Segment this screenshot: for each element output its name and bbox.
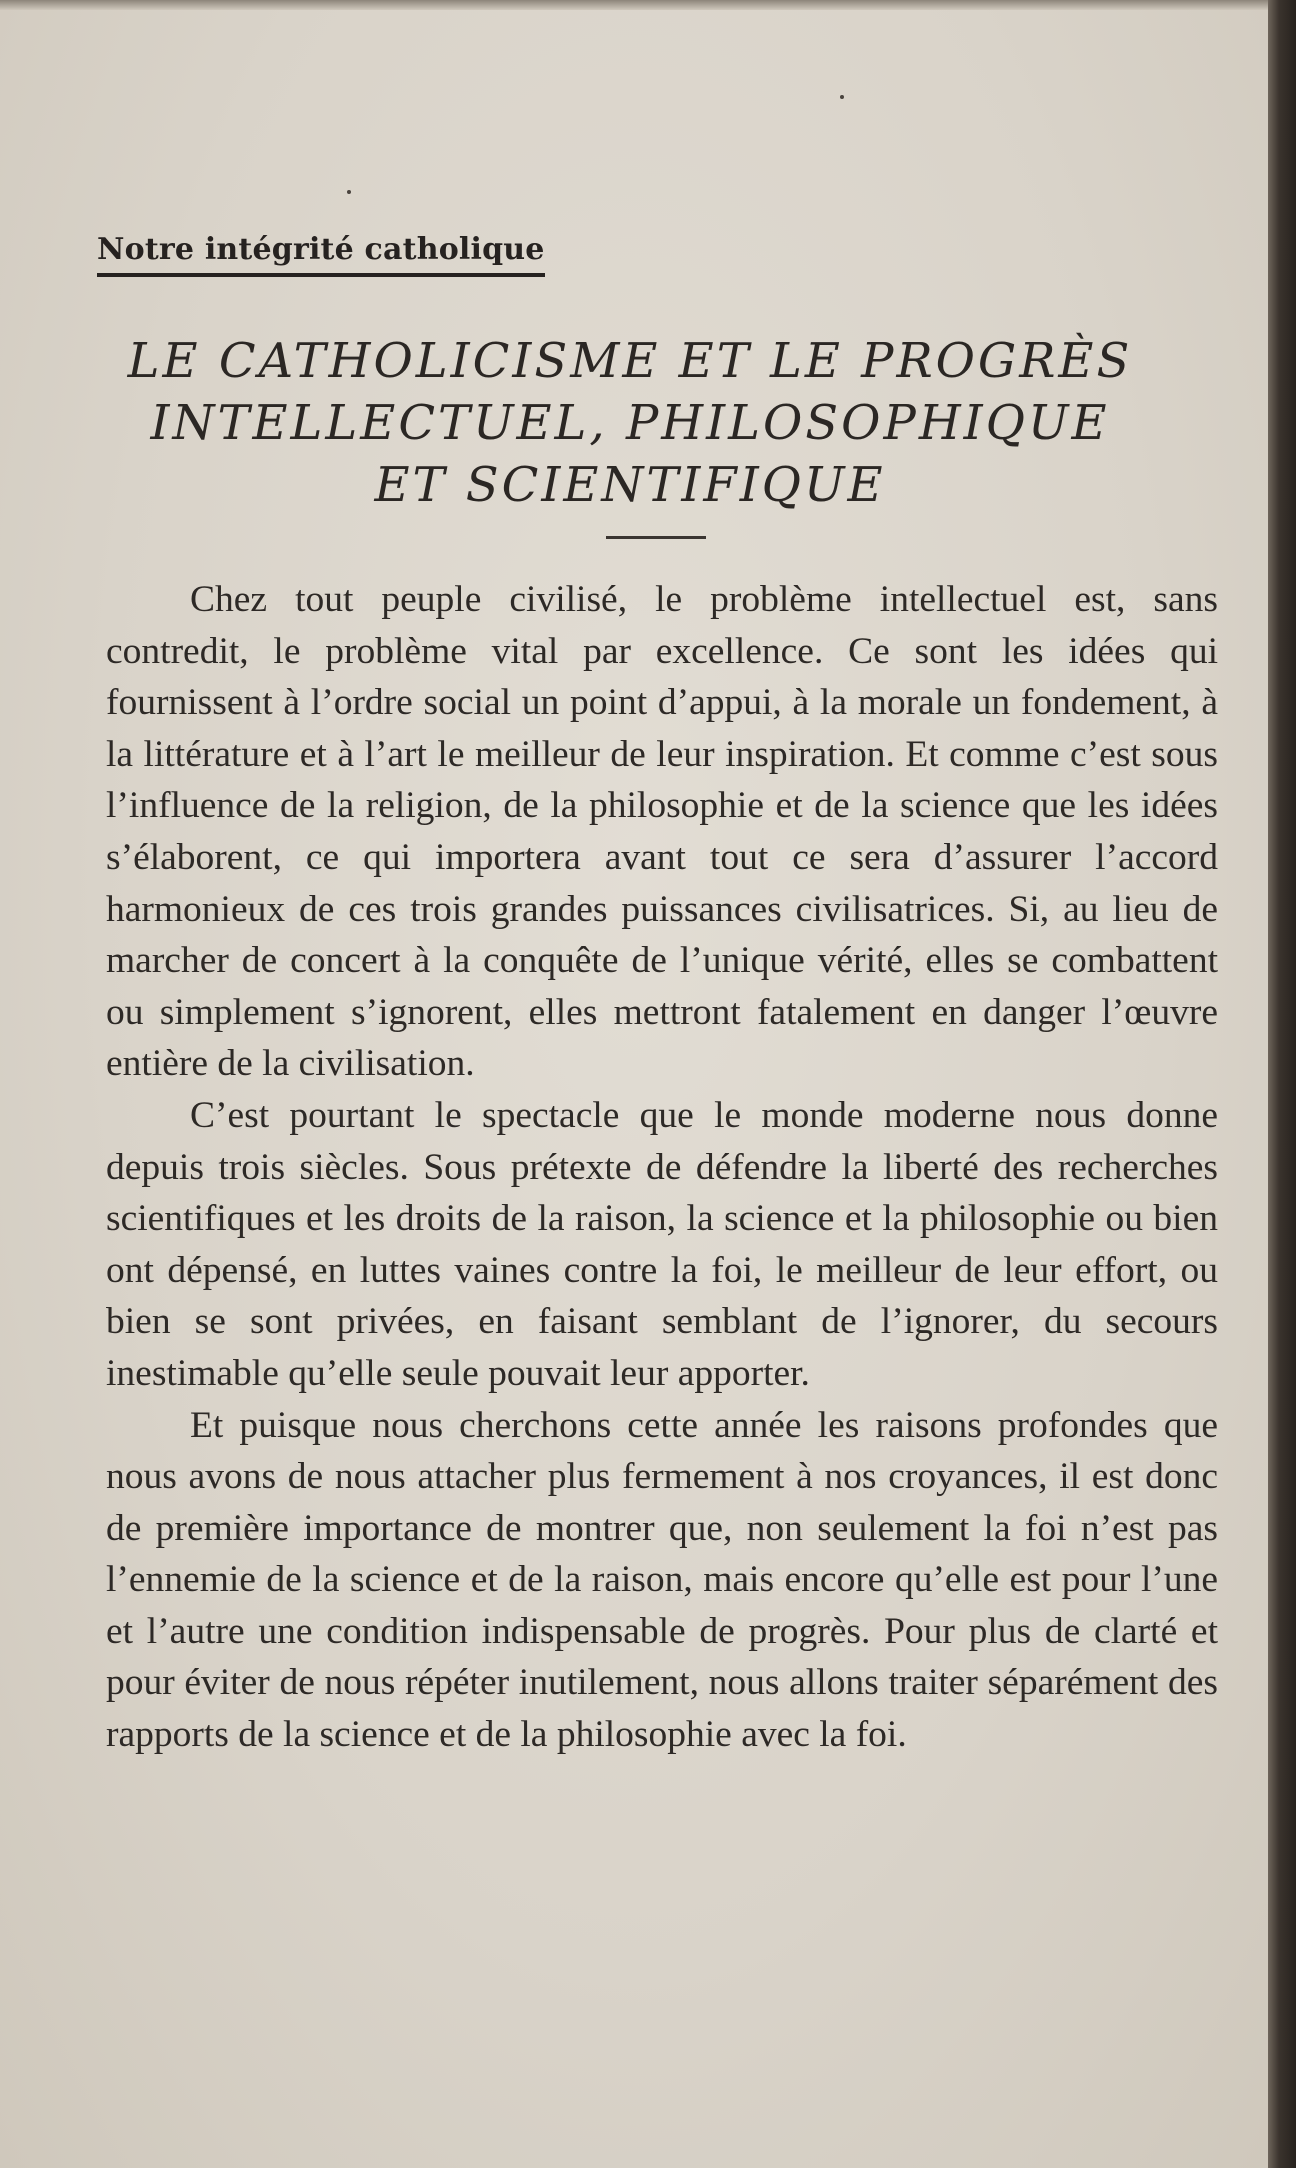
- section-rubric: Notre intégrité catholique: [97, 232, 545, 277]
- page-top-edge: [0, 0, 1268, 10]
- paragraph: C’est pourtant le spectacle que le monde moderne nous donne depuis trois siècles. Sous prétexte de défendre la liberté des recherches scientifiques et les droits de la raison, la science et la philosophie ou bien ont dépensé, en luttes vaines contre la foi, le meilleur de leur effort, ou bien se sont privées, en faisant semblant de l’ignorer, du secours inestimable qu’elle seule pouvait leur apporter.: [106, 1094, 1218, 1394]
- book-binding-edge: [1268, 0, 1296, 2168]
- title-line: LE CATHOLICISME ET LE PROGRÈS: [127, 333, 1133, 389]
- title-divider: [606, 536, 706, 539]
- title-line: ET SCIENTIFIQUE: [374, 457, 886, 513]
- title-line: INTELLECTUEL, PHILOSOPHIQUE: [150, 395, 1110, 451]
- article-body: [106, 574, 1218, 1761]
- ink-speck: [347, 190, 351, 194]
- article-title: [100, 330, 1160, 516]
- paragraph: Et puisque nous cherchons cette année les raisons profondes que nous avons de nous attacher plus fermement à nos croyances, il est donc de première importance de montrer que, non seulement la foi n’est pas l’ennemie de la science et de la raison, mais encore qu’elle est pour l’une et l’autre une condition indispensable de progrès. Pour plus de clarté et pour éviter de nous répéter inutilement, nous allons traiter séparément des rapports de la science et de la philosophie avec la foi.: [106, 1404, 1218, 1756]
- paragraph: Chez tout peuple civilisé, le problème intellectuel est, sans contredit, le problème vital par excellence. Ce sont les idées qui fournissent à l’ordre social un point d’appui, à la morale un fondement, à la littérature et à l’art le meilleur de leur inspiration. Et comme c’est sous l’influence de la religion, de la philosophie et de la science que les idées s’élaborent, ce qui importera avant tout ce sera d’assurer l’accord harmonieux de ces trois grandes puissances civilisatrices. Si, au lieu de marcher de concert à la conquête de l’unique vérité, elles se combattent ou simplement s’ignorent, elles mettront fatalement en danger l’œuvre entière de la civilisation.: [106, 579, 1218, 1085]
- ink-speck: [840, 95, 844, 99]
